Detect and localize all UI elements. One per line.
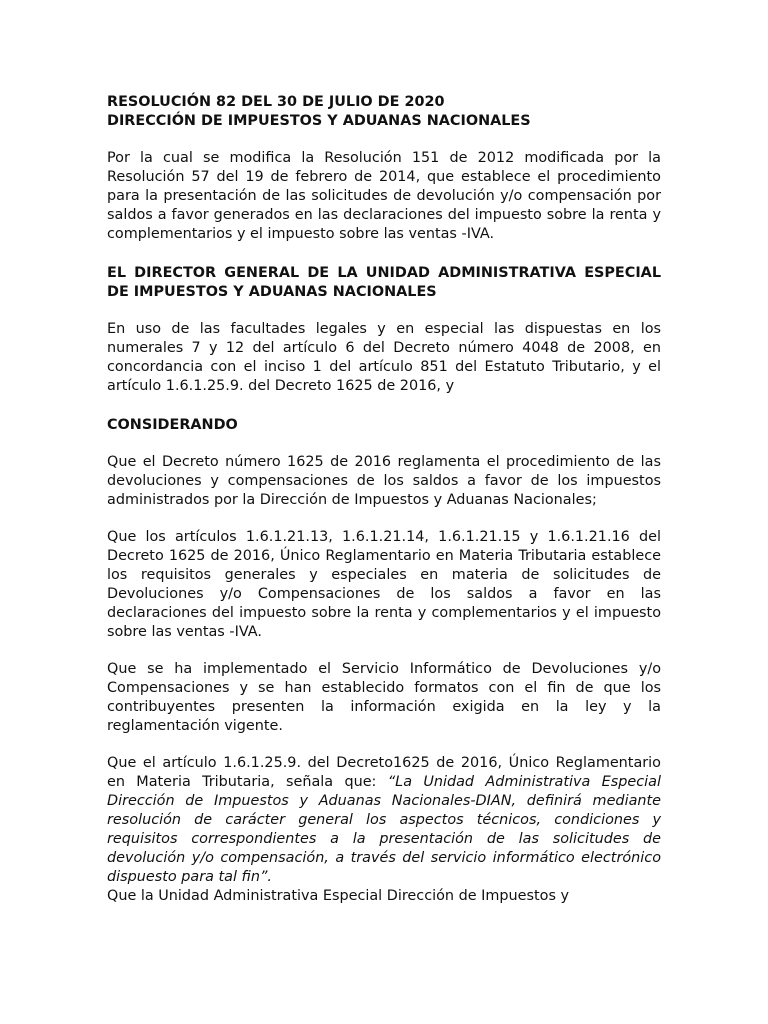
considerando-paragraph-1: Que el Decreto número 1625 de 2016 reglamenta el procedimiento de las devoluciones y compensaciones de los saldos a favor de los impuestos administrados por la Dirección de Impuestos y Aduanas Nacionales; [107,454,661,508]
resolution-title-line2: DIRECCIÓN DE IMPUESTOS Y ADUANAS NACIONALES [107,113,531,129]
resolution-title-line1: RESOLUCIÓN 82 DEL 30 DE JULIO DE 2020 [107,94,445,110]
resolution-title [107,93,661,131]
considerando-4-quote: “La Unidad Administrativa Especial Dirección de Impuestos y Aduanas Nacionales-DIAN, definirá mediante resolución de carácter general los aspectos técnicos, condiciones y requisitos correspondientes a la presentación de las solicitudes de devolución y/o compensación, a través del servicio informático electrónico dispuesto para tal fin”. [107,774,661,885]
authority-heading: EL DIRECTOR GENERAL DE LA UNIDAD ADMINISTRATIVA ESPECIAL DE IMPUESTOS Y ADUANAS NACIONALES [107,265,661,300]
legal-basis-paragraph: En uso de las facultades legales y en especial las dispuestas en los numerales 7 y 12 del artículo 6 del Decreto número 4048 de 2008, en concordancia con el inciso 1 del artículo 851 del Estatuto Tributario, y el artículo 1.6.1.25.9. del Decreto 1625 de 2016, y [107,321,661,394]
considerando-4-intro: Que el artículo 1.6.1.25.9. del Decreto1625 de 2016, Único Reglamentario en Materia Tributaria, señala que: [107,755,661,790]
considerando-paragraph-5: Que la Unidad Administrativa Especial Dirección de Impuestos y [107,888,570,904]
considerando-heading: CONSIDERANDO [107,417,238,433]
resolution-summary: Por la cual se modifica la Resolución 151 de 2012 modificada por la Resolución 57 del 19 de febrero de 2014, que establece el procedimiento para la presentación de las solicitudes de devolución y/o compensación por saldos a favor generados en las declaraciones del impuesto sobre la renta y complementarios y el impuesto sobre las ventas -IVA. [107,150,661,242]
considerando-paragraph-2: Que los artículos 1.6.1.21.13, 1.6.1.21.14, 1.6.1.21.15 y 1.6.1.21.16 del Decreto 1625 de 2016, Único Reglamentario en Materia Tributaria establece los requisitos generales y especiales en materia de solicitudes de Devoluciones y/o Compensaciones de los saldos a favor en las declaraciones del impuesto sobre la renta y complementarios y el impuesto sobre las ventas -IVA. [107,529,661,640]
considerando-paragraph-4 [107,754,661,887]
document-page [107,93,661,906]
considerando-paragraph-3: Que se ha implementado el Servicio Informático de Devoluciones y/o Compensaciones y se han establecido formatos con el fin de que los contribuyentes presenten la información exigida en la ley y la reglamentación vigente. [107,661,661,734]
